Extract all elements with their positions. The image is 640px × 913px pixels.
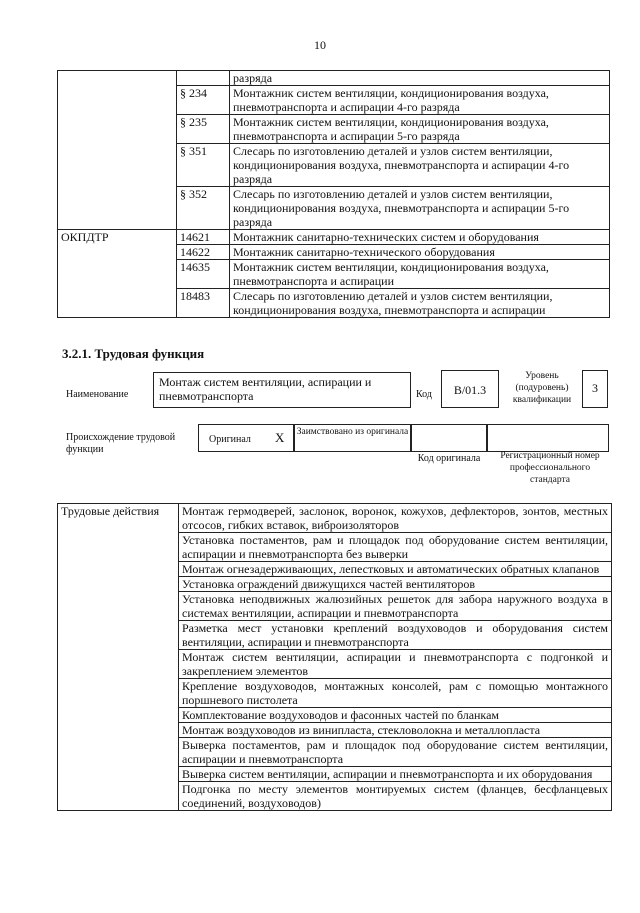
reg-number-box bbox=[487, 424, 609, 452]
original-mark: X bbox=[275, 430, 285, 445]
classifier-code: § 351 bbox=[177, 144, 230, 187]
classifier-title: Слесарь по изготовлению деталей и узлов систем вентиляции, кондиционирования воздуха, пневмотранспорта и аспирации 4-го разряда bbox=[230, 144, 610, 187]
code-value: B/01.3 bbox=[453, 383, 487, 397]
classifier-title: Монтажник санитарно-технического оборудования bbox=[230, 245, 610, 260]
function-name-box bbox=[153, 372, 411, 408]
labor-actions-table bbox=[57, 503, 612, 811]
labor-action-item: Монтаж воздуховодов из винипласта, стекловолокна и металлопласта bbox=[179, 723, 612, 738]
classification-table bbox=[57, 70, 610, 318]
labor-action-item: Подгонка по месту элементов монтируемых систем (фланцев, бесфланцевых соединений, воздуховодов) bbox=[179, 782, 612, 811]
origin-label: Происхождение трудовой функции bbox=[66, 432, 176, 455]
level-box bbox=[582, 370, 608, 408]
page-number: 10 bbox=[314, 38, 326, 52]
classifier-title: Монтажник систем вентиляции, кондиционирования воздуха, пневмотранспорта и аспирации 5-го разряда bbox=[230, 115, 610, 144]
labor-action-item: Монтаж систем вентиляции, аспирации и пневмотранспорта с подгонкой и закреплением элементов bbox=[179, 650, 612, 679]
code-original-box bbox=[411, 424, 487, 452]
labor-action-item: Выверка систем вентиляции, аспирации и пневмотранспорта и их оборудования bbox=[179, 767, 612, 782]
name-label: Наименование bbox=[66, 389, 129, 400]
labor-action-item: Монтаж огнезадерживающих, лепестковых и автоматических обратных клапанов bbox=[179, 562, 612, 577]
classifier-title: Монтажник систем вентиляции, кондиционирования воздуха, пневмотранспорта и аспирации 4-го разряда bbox=[230, 86, 610, 115]
original-label: Оригинал bbox=[209, 434, 251, 445]
labor-action-item: Установка неподвижных жалюзийных решеток для забора наружного воздуха в системах вентиляции, аспирации и пневмотранспорта bbox=[179, 592, 612, 621]
level-label: Уровень (подуровень) квалификации bbox=[512, 371, 572, 405]
classifier-name: ОКПДТР bbox=[58, 230, 177, 318]
classifier-name bbox=[58, 71, 177, 230]
classifier-title: Слесарь по изготовлению деталей и узлов систем вентиляции, кондиционирования воздуха, пневмотранспорта и аспирации bbox=[230, 289, 610, 318]
classifier-code: 14635 bbox=[177, 260, 230, 289]
labor-action-item: Установка ограждений движущихся частей вентиляторов bbox=[179, 577, 612, 592]
classifier-code: § 235 bbox=[177, 115, 230, 144]
classifier-title: разряда bbox=[230, 71, 610, 86]
classifier-title: Слесарь по изготовлению деталей и узлов систем вентиляции, кондиционирования воздуха, пневмотранспорта и аспирации 5-го разряда bbox=[230, 187, 610, 230]
classifier-code: 14621 bbox=[177, 230, 230, 245]
labor-action-item: Установка постаментов, рам и площадок под оборудование систем вентиляции, аспирации и пневмотранспорта без выверки bbox=[179, 533, 612, 562]
section-title: 3.2.1. Трудовая функция bbox=[62, 346, 205, 361]
labor-action-item: Выверка постаментов, рам и площадок под оборудование систем вентиляции, аспирации и пневмотранспорта bbox=[179, 738, 612, 767]
table-row bbox=[58, 504, 612, 533]
borrowed-box bbox=[294, 424, 411, 452]
classifier-code: 18483 bbox=[177, 289, 230, 318]
table-row bbox=[58, 230, 610, 245]
function-name-value: Монтаж систем вентиляции, аспирации и пневмотранспорта bbox=[159, 375, 372, 403]
labor-actions-header: Трудовые действия bbox=[58, 504, 179, 811]
code-label: Код bbox=[416, 389, 432, 400]
labor-action-item: Крепление воздуховодов, монтажных консолей, рам с помощью монтажного поршневого пистолета bbox=[179, 679, 612, 708]
code-box bbox=[441, 370, 499, 408]
borrowed-label: Заимствовано из оригинала bbox=[296, 427, 409, 437]
classifier-title: Монтажник санитарно-технических систем и оборудования bbox=[230, 230, 610, 245]
classifier-code: § 352 bbox=[177, 187, 230, 230]
level-value: 3 bbox=[592, 381, 598, 395]
table-row bbox=[58, 71, 610, 86]
code-original-label: Код оригинала bbox=[417, 453, 481, 464]
classifier-code: 14622 bbox=[177, 245, 230, 260]
reg-number-label: Регистрационный номер профессионального стандарта bbox=[500, 451, 600, 485]
classifier-code bbox=[177, 71, 230, 86]
original-box bbox=[198, 424, 294, 452]
labor-action-item: Разметка мест установки креплений воздуховодов и оборудования систем вентиляции, аспирации и пневмотранспорта bbox=[179, 621, 612, 650]
labor-action-item: Монтаж гермодверей, заслонок, воронок, кожухов, дефлекторов, зонтов, местных отсосов, гибких вставок, виброизоляторов bbox=[179, 504, 612, 533]
labor-action-item: Комплектование воздуховодов и фасонных частей по бланкам bbox=[179, 708, 612, 723]
classifier-title: Монтажник систем вентиляции, кондиционирования воздуха, пневмотранспорта и аспирации bbox=[230, 260, 610, 289]
classifier-code: § 234 bbox=[177, 86, 230, 115]
